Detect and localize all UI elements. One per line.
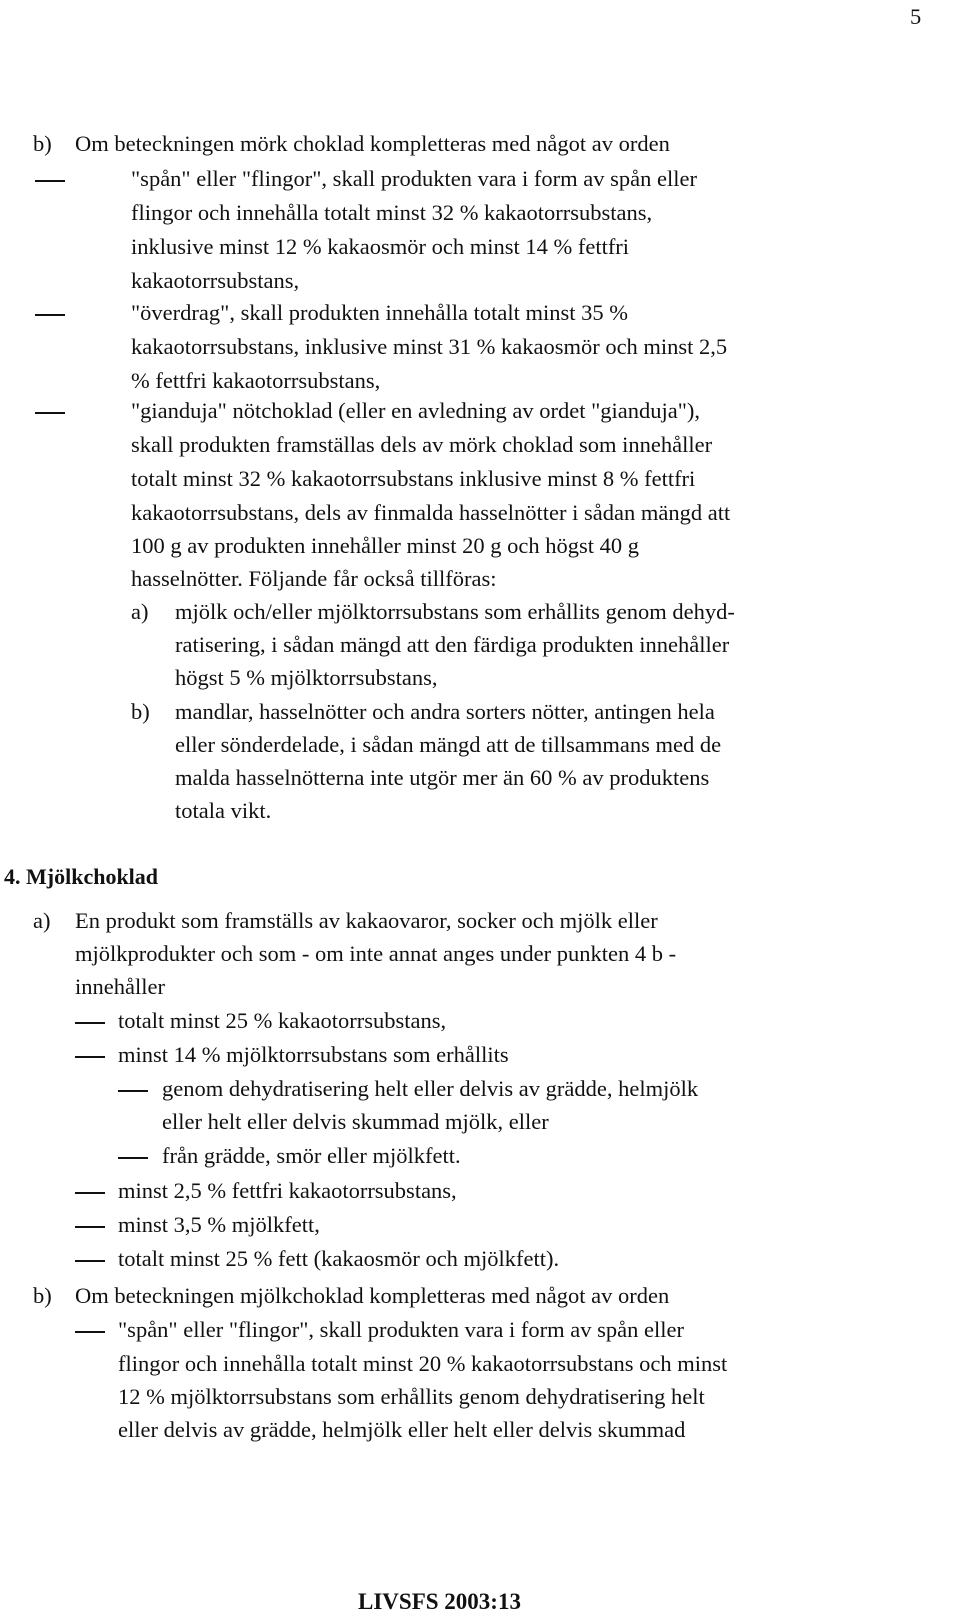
- subitem-line: eller sönderdelade, i sådan mängd att de tillsammans med de: [175, 732, 722, 757]
- list-subitem: från grädde, smör eller mjölkfett.: [162, 1143, 461, 1168]
- item-line: kakaotorrsubstans,: [131, 268, 300, 293]
- dash-bullet: [75, 1260, 105, 1262]
- item-line: 12 % mjölktorrsubstans som erhållits genom dehydratisering helt: [118, 1384, 705, 1409]
- section-4a-line: En produkt som framställs av kakaovaror, socker och mjölk eller: [75, 908, 658, 933]
- list-item: minst 2,5 % fettfri kakaotorrsubstans,: [118, 1178, 457, 1203]
- dash-bullet: [118, 1157, 148, 1159]
- item-line: "gianduja" nötchoklad (eller en avledning av ordet "gianduja"),: [131, 398, 701, 423]
- section-4a-line: innehåller: [75, 974, 165, 999]
- item-line: "spån" eller "flingor", skall produkten vara i form av spån eller: [118, 1317, 684, 1342]
- dash-bullet: [75, 1226, 105, 1228]
- dash-bullet: [75, 1331, 105, 1333]
- section-heading: 4. Mjölkchoklad: [4, 864, 159, 889]
- dash-bullet: [35, 180, 65, 182]
- subitem-line: mjölk och/eller mjölktorrsubstans som erhållits genom dehyd-: [175, 599, 735, 624]
- dash-bullet: [118, 1090, 148, 1092]
- subitem-line: högst 5 % mjölktorrsubstans,: [175, 665, 438, 690]
- section-4b-intro: Om beteckningen mjölkchoklad kompletteras med något av orden: [75, 1283, 670, 1308]
- list-item: totalt minst 25 % kakaotorrsubstans,: [118, 1008, 447, 1033]
- item-line: kakaotorrsubstans, dels av finmalda hasselnötter i sådan mängd att: [131, 500, 731, 525]
- page-number: 5: [910, 4, 922, 29]
- subitem-line: ratisering, i sådan mängd att den färdiga produkten innehåller: [175, 632, 730, 657]
- item-line: inklusive minst 12 % kakaosmör och minst 14 % fettfri: [131, 234, 630, 259]
- item-line: 100 g av produkten innehåller minst 20 g och högst 40 g: [131, 533, 640, 558]
- item-line: totalt minst 32 % kakaotorrsubstans inklusive minst 8 % fettfri: [131, 466, 696, 491]
- list-subitem: genom dehydratisering helt eller delvis av grädde, helmjölk: [162, 1076, 699, 1101]
- section-4a-marker: a): [33, 908, 51, 933]
- dash-bullet: [75, 1056, 105, 1058]
- list-subitem: eller helt eller delvis skummad mjölk, eller: [162, 1109, 549, 1134]
- subitem-line: totala vikt.: [175, 798, 272, 823]
- item-line: % fettfri kakaotorrsubstans,: [131, 368, 381, 393]
- subitem-marker: b): [131, 699, 150, 724]
- section-4a-line: mjölkprodukter och som - om inte annat anges under punkten 4 b -: [75, 941, 677, 966]
- list-item: totalt minst 25 % fett (kakaosmör och mjölkfett).: [118, 1246, 560, 1271]
- item-line: "spån" eller "flingor", skall produkten vara i form av spån eller: [131, 166, 697, 191]
- dash-bullet: [75, 1192, 105, 1194]
- dash-bullet: [35, 412, 65, 414]
- list-item: minst 3,5 % mjölkfett,: [118, 1212, 320, 1237]
- item-line: eller delvis av grädde, helmjölk eller helt eller delvis skummad: [118, 1417, 686, 1442]
- subitem-line: mandlar, hasselnötter och andra sorters nötter, antingen hela: [175, 699, 715, 724]
- section-4b-marker: b): [33, 1283, 52, 1308]
- document-reference: LIVSFS 2003:13: [358, 1589, 521, 1614]
- section-b-intro: Om beteckningen mörk choklad kompletteras med något av orden: [75, 131, 670, 156]
- item-line: flingor och innehålla totalt minst 32 % kakaotorrsubstans,: [131, 200, 653, 225]
- item-line: kakaotorrsubstans, inklusive minst 31 % kakaosmör och minst 2,5: [131, 334, 728, 359]
- subitem-line: malda hasselnötterna inte utgör mer än 60 % av produktens: [175, 765, 710, 790]
- section-b-marker: b): [33, 131, 52, 156]
- subitem-marker: a): [131, 599, 149, 624]
- dash-bullet: [75, 1022, 105, 1024]
- item-line: hasselnötter. Följande får också tillföras:: [131, 566, 497, 591]
- item-line: flingor och innehålla totalt minst 20 % kakaotorrsubstans och minst: [118, 1351, 728, 1376]
- dash-bullet: [35, 314, 65, 316]
- list-item: minst 14 % mjölktorrsubstans som erhållits: [118, 1042, 509, 1067]
- item-line: skall produkten framställas dels av mörk choklad som innehåller: [131, 432, 713, 457]
- item-line: "överdrag", skall produkten innehålla totalt minst 35 %: [131, 300, 629, 325]
